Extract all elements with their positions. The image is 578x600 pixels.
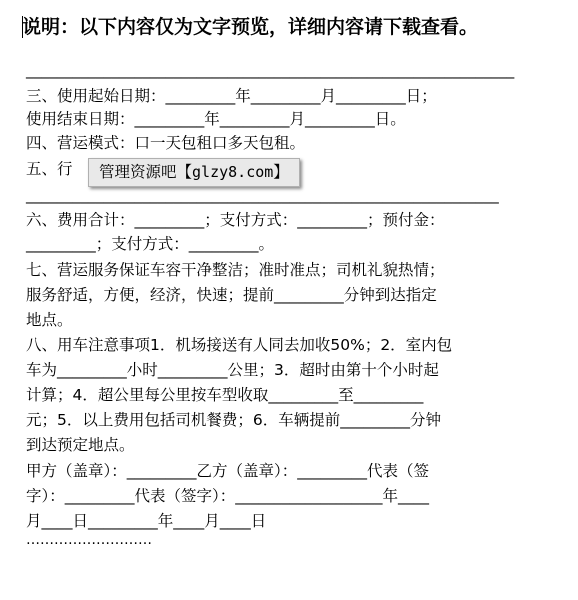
- line-notes-1: 八、用车注意事项1．机场接送有人同去加收50%；2．室内包: [26, 336, 453, 354]
- watermark-domain: glzy8.com: [192, 163, 274, 181]
- separator-mid: _____________________________________________________________: [26, 186, 499, 204]
- line-service-guarantee: 七、营运服务保证车容干净整洁；准时准点；司机礼貌热情；: [26, 261, 445, 279]
- watermark-banner[interactable]: [88, 158, 300, 187]
- line-section-five: 五、行: [26, 160, 73, 178]
- watermark-suffix: 】: [273, 163, 289, 181]
- separator-top: _______________________________________________________________: [26, 61, 515, 79]
- line-fee-total: 六、费用合计：_________；支付方式：_________；预付金：: [26, 211, 445, 229]
- line-notes-3: 计算；4．超公里每公里按车型收取_________至_________: [26, 386, 424, 404]
- line-service-detail: 服务舒适，方便，经济，快速；提前_________分钟到达指定: [26, 286, 437, 304]
- preview-notice: 说明：以下内容仅为文字预览，详细内容请下载查看。: [22, 16, 479, 38]
- line-notes-2: 车为_________小时_________公里；3．超时由第十个小时起: [26, 361, 439, 379]
- line-location: 地点。: [26, 311, 73, 329]
- line-operation-mode: 四、营运模式：口一天包租口多天包租。: [26, 134, 306, 152]
- watermark-prefix: 管理资源吧【: [99, 163, 193, 181]
- line-end-date: 使用结束日期：_________年_________月_________日。: [26, 110, 406, 128]
- line-start-date: 三、使用起始日期：_________年_________月_________日；: [26, 87, 437, 105]
- line-signature-date: 月____日_________年____月____日: [26, 512, 267, 530]
- trailing-dots: ………………………: [26, 532, 152, 548]
- line-signature-2: 字）：_________代表（签字）：___________________年____: [26, 487, 430, 505]
- line-signature-1: 甲方（盖章）：_________乙方（盖章）：_________代表（签: [26, 462, 430, 480]
- line-payment-method: _________；支付方式：_________。: [26, 235, 275, 253]
- line-notes-5: 到达预定地点。: [26, 436, 135, 454]
- line-notes-4: 元；5．以上费用包括司机餐费；6．车辆提前_________分钟: [26, 411, 441, 429]
